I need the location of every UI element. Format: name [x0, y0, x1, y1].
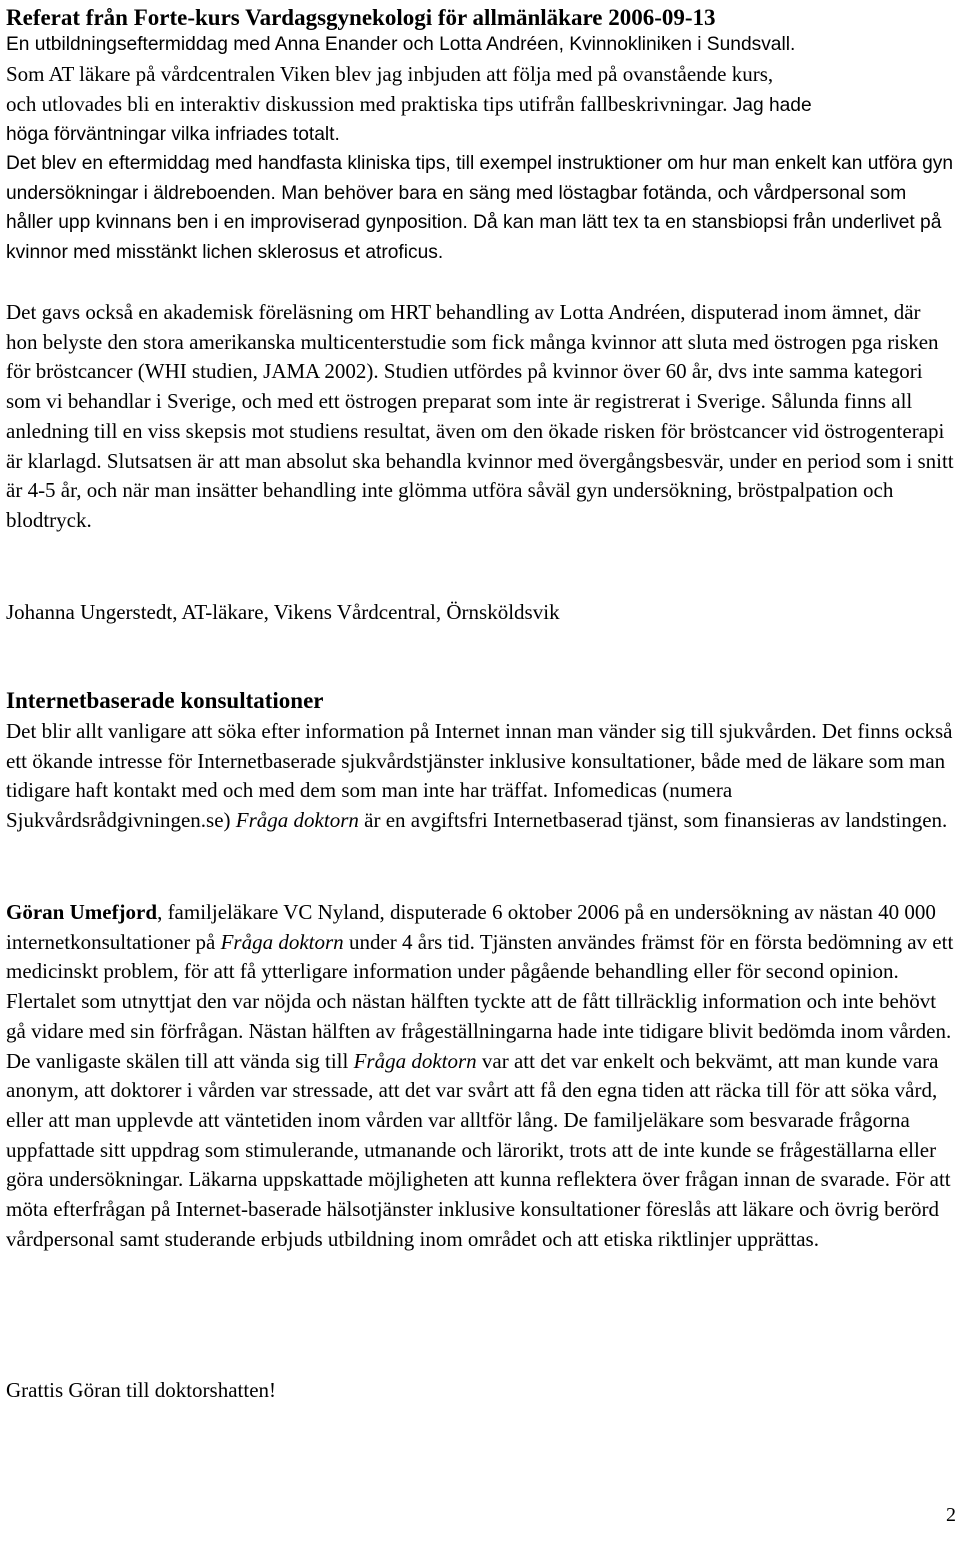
internet-intro-text: Det blir allt vanligare att söka efter information på Internet innan man vänder sig till sjukvården. Det finns också ett ökande intresse för Internetbaserade sjukvårdstjänster inklusive konsultationer, både med de läkare som man tidigare haft kontakt med och med dem som man inte har träffat. Infomedicas (numera Sjukvårdsrådgivningen.se) [6, 719, 953, 833]
report-title: Referat från Forte-kurs Vardagsgynekologi för allmänläkare 2006-09-13 [6, 5, 716, 30]
service-name: Fråga doktorn [235, 808, 359, 833]
report-intro-paragraph [6, 60, 954, 150]
page-number: 2 [946, 1504, 956, 1526]
internet-intro-tail: är en avgiftsfri Internetbaserad tjänst, som finansieras av landstingen. [358, 808, 948, 833]
umefjord-text-e: var att det var enkelt och bekvämt, att man kunde vara anonym, att doktorer i vården var stressade, att det var svårt att få den egna tiden att räcka till för att söka vård, eller att man upplevde att väntetiden inom vården var alltför lång. De familjeläkare som besvarade frågorna uppfattade sitt uppdrag som stimulerande, utmanande och lärorikt, trots att de inte kunde se frågeställarna eller göra undersökningar. Läkarna uppskattade möjligheten att kunna reflektera över frågan innan de svarade. För att möta efterfrågan på Internet-baserade hälsotjänster inklusive konsultationer föreslås att läkare och övrig berörd vårdpersonal samt studerande erbjuds utbildning inom området och att etiska riktlinjer upprättas. [6, 1048, 951, 1251]
report-intro-line-3: höga förväntningar vilka infriades totalt. [6, 124, 340, 146]
internet-heading: Internetbaserade konsultationer [6, 688, 324, 713]
umefjord-paragraph [6, 898, 954, 1254]
closing-line: Grattis Göran till doktorshatten! [6, 1378, 277, 1402]
report-intro-line-1: Som AT läkare på vårdcentralen Viken blev jag inbjuden att följa med på ovanstående kurs, [6, 62, 774, 86]
service-name-2: Fråga doktorn [220, 929, 344, 954]
umefjord-text-c: under 4 års tid. Tjänsten användes främst för en första bedömning av ett medicinskt problem, för att få ytterligare information under pågående behandling eller för second opinion. Flertalet som utnyttjat den var nöjda och nästan hälften tyckte att de fått tillräcklig information och inte behövt gå vidare med sin förfrågan. Nästan hälften av frågeställningarna hade inte tidigare blivit bedömda inom vården. De vanligaste skälen till att vända sig till [6, 929, 954, 1073]
report-hrt-paragraph: Det gavs också en akademisk föreläsning om HRT behandling av Lotta Andréen, disputerad inom ämnet, där hon belyste den stora amerikanska multicenterstudie som fick många kvinnor att sluta med östrogen pga risken för bröstcancer (WHI studien, JAMA 2002). Studien utfördes på kvinnor över 60 år, dvs inte samma kategori som vi behandlar i Sverige, och med ett östrogen preparat som inte är registrerat i Sverige. Sålunda finns all anledning till en viss skepsis mot studiens resultat, även om den ökade risken för bröstcancer vid östrogenterapi är klarlagd. Slutsatsen är att man absolut ska behandla kvinnor med övergångsbesvär, under en period som i snitt är 4-5 år, och när man insätter behandling inte glömma utföra såväl gyn undersökning, bröstpalpation och blodtryck. [6, 300, 954, 532]
report-signature: Johanna Ungerstedt, AT-läkare, Vikens Vårdcentral, Örnsköldsvik [6, 600, 560, 624]
person-name: Göran Umefjord [6, 900, 158, 924]
report-subtitle: En utbildningseftermiddag med Anna Enander och Lotta Andréen, Kvinnokliniken i Sundsvall. [6, 34, 796, 55]
report-intro-line-2-tail: Jag hade [732, 94, 812, 116]
service-name-3: Fråga doktorn [353, 1048, 477, 1073]
report-intro-line-2-text: och utlovades bli en interaktiv diskussion med praktiska tips utifrån fallbeskrivningar. [6, 91, 728, 116]
internet-intro-paragraph [6, 717, 954, 836]
umefjord-text-a: , familjeläkare VC Nyland, disputerade 6 oktober 2006 på en undersökning av nästan 40 000 internetkonsultationer på [6, 900, 936, 954]
report-intro-line-2 [6, 90, 954, 121]
report-clinical-paragraph: Det blev en eftermiddag med handfasta kliniska tips, till exempel instruktioner om hur man enkelt kan utföra gyn undersökningar i äldreboenden. Man behöver bara en säng med löstagbar fotända, och vårdpersonal som håller upp kvinnans ben i en improviserad gynposition. Då kan man lätt tex ta en stansbiopsi från underlivet på kvinnor med misstänkt lichen sklerosus et atroficus. [6, 153, 954, 264]
